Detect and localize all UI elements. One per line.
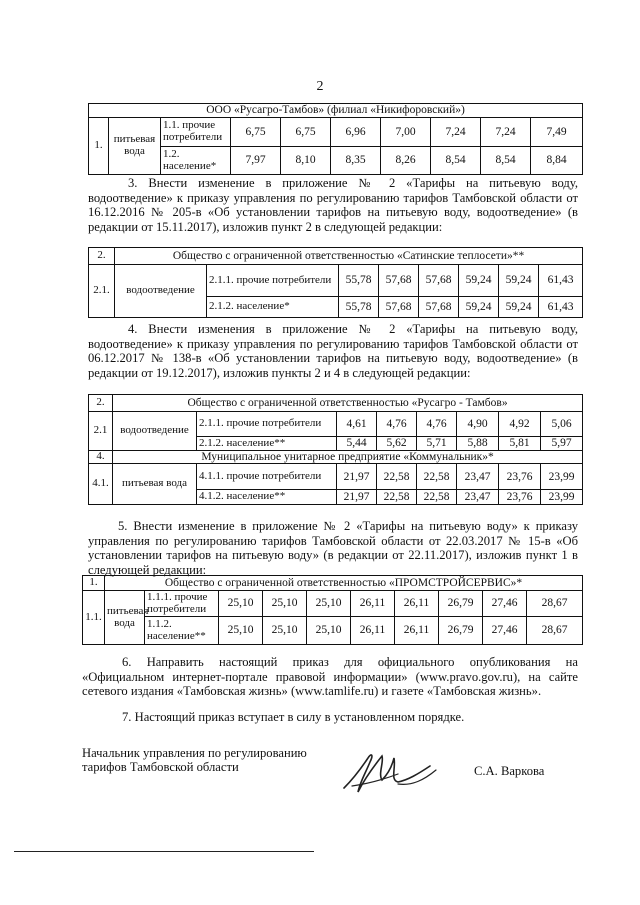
tariff-table-4: [82, 575, 583, 645]
tariff-value: 5,81: [499, 437, 541, 451]
tariff-value: 8,10: [281, 147, 331, 175]
tariff-value: 4,61: [337, 412, 377, 437]
table-header: Муниципальное унитарное предприятие «Коммунальник»*: [113, 451, 583, 464]
signatory-title: [82, 746, 307, 774]
tariff-value: 8,54: [431, 147, 481, 175]
signatory-name: С.А. Варкова: [474, 764, 545, 778]
consumer-label: 4.1.1. прочие потребители: [197, 464, 337, 490]
tariff-value: 7,00: [381, 118, 431, 147]
tariff-value: 7,49: [531, 118, 583, 147]
sub-index: 1.1.: [83, 591, 105, 645]
tariff-value: 8,84: [531, 147, 583, 175]
paragraph-5: 5. Внести изменение в приложение № 2 «Тарифы на питьевую воду» к приказу управления по регулированию тарифов Тамбовской области от 22.03.2017 № 15-в «Об установлении тарифов на питьевую воду» (в редакции от 22.11.2017), изложив пункт 1 в следующей редакции:: [88, 519, 578, 577]
tariff-value: 5,71: [417, 437, 457, 451]
tariff-value: 61,43: [539, 265, 583, 297]
tariff-value: 7,24: [481, 118, 531, 147]
tariff-value: 4,76: [377, 412, 417, 437]
consumer-label: 2.1.1. прочие потребители: [197, 412, 337, 437]
tariff-value: 25,10: [219, 591, 263, 617]
tariff-value: 5,44: [337, 437, 377, 451]
tariff-value: 23,47: [457, 464, 499, 490]
sub-index: 2.1.: [89, 265, 115, 318]
tariff-value: 26,79: [439, 617, 483, 645]
table-row: [89, 265, 583, 297]
tariff-value: 23,99: [541, 464, 583, 490]
tariff-value: 4,76: [417, 412, 457, 437]
tariff-value: 26,11: [351, 617, 395, 645]
tariff-value: 61,43: [539, 297, 583, 318]
tariff-value: 21,97: [337, 490, 377, 505]
table-row: [83, 591, 583, 617]
row-index: 2.: [89, 248, 115, 265]
tariff-value: 22,58: [417, 490, 457, 505]
paragraph-4: 4. Внести изменения в приложение № 2 «Тарифы на питьевую воду, водоотведение» к приказу управления по регулированию тарифов Тамбовской области от 06.12.2017 № 138-в «Об установлении тарифов на питьевую воду, водоотведение» (в редакции от 19.12.2017), изложив пункты 2 и 4 в следующей редакции:: [88, 322, 578, 380]
tariff-value: 21,97: [337, 464, 377, 490]
tariff-value: 4,90: [457, 412, 499, 437]
tariff-value: 5,88: [457, 437, 499, 451]
consumer-label: 1.1.1. прочие потребители: [145, 591, 219, 617]
tariff-value: 26,11: [395, 617, 439, 645]
tariff-value: 23,99: [541, 490, 583, 505]
tariff-value: 57,68: [379, 265, 419, 297]
tariff-value: 25,10: [307, 591, 351, 617]
handwritten-signature: [338, 740, 448, 800]
service-name: питьевая вода: [109, 118, 161, 175]
row-index: 1.: [89, 118, 109, 175]
table-row: [89, 464, 583, 490]
consumer-label: 2.1.2. население*: [207, 297, 339, 318]
row-index: 4.: [89, 451, 113, 464]
row-index: 1.: [83, 576, 105, 591]
tariff-value: 7,24: [431, 118, 481, 147]
tariff-value: 6,75: [281, 118, 331, 147]
tariff-value: 27,46: [483, 591, 527, 617]
consumer-label: 2.1.1. прочие потребители: [207, 265, 339, 297]
table-header: Общество с ограниченной ответственностью «Сатинские теплосети»**: [115, 248, 583, 265]
tariff-value: 25,10: [263, 617, 307, 645]
consumer-label: 1.2. население*: [161, 147, 231, 175]
tariff-value: 23,76: [499, 490, 541, 505]
tariff-value: 22,58: [417, 464, 457, 490]
tariff-value: 5,62: [377, 437, 417, 451]
tariff-value: 6,75: [231, 118, 281, 147]
tariff-value: 25,10: [219, 617, 263, 645]
tariff-value: 59,24: [459, 265, 499, 297]
consumer-label: 4.1.2. население**: [197, 490, 337, 505]
tariff-value: 5,97: [541, 437, 583, 451]
tariff-value: 59,24: [499, 297, 539, 318]
tariff-value: 26,79: [439, 591, 483, 617]
paragraph-3: 3. Внести изменение в приложение № 2 «Тарифы на питьевую воду, водоотведение» к приказу управления по регулированию тарифов Тамбовской области от 16.12.2016 № 205-в «Об установлении тарифов на питьевую воду, водоотведение» (в редакции от 15.11.2017), изложив пункт 2 в следующей редакции:: [88, 176, 578, 234]
consumer-label: 1.1.2. население**: [145, 617, 219, 645]
tariff-value: 55,78: [339, 265, 379, 297]
tariff-value: 26,11: [395, 591, 439, 617]
tariff-value: 22,58: [377, 464, 417, 490]
tariff-value: 55,78: [339, 297, 379, 318]
tariff-value: 8,35: [331, 147, 381, 175]
tariff-value: 23,76: [499, 464, 541, 490]
tariff-value: 59,24: [459, 297, 499, 318]
tariff-value: 57,68: [419, 265, 459, 297]
tariff-value: 59,24: [499, 265, 539, 297]
tariff-value: 23,47: [457, 490, 499, 505]
service-name: питьевая вода: [105, 591, 145, 645]
tariff-value: 28,67: [527, 617, 583, 645]
paragraph-6: 6. Направить настоящий приказ для официального опубликования на «Официальном интернет-портале правовой информации» (www.pravo.gov.ru), на сайте сетевого издания «Тамбовская жизнь» (www.tamlife.ru) и газете «Тамбовская жизнь».: [82, 655, 578, 699]
tariff-value: 57,68: [419, 297, 459, 318]
tariff-table-1: [88, 103, 583, 175]
tariff-table-2: [88, 247, 583, 318]
row-index: 2.: [89, 395, 113, 412]
table-row: [89, 118, 583, 147]
footer-divider: [14, 851, 314, 852]
table-header: Общество с ограниченной ответственностью «ПРОМСТРОЙСЕРВИС»*: [105, 576, 583, 591]
tariff-value: 25,10: [263, 591, 307, 617]
tariff-table-3: [88, 394, 583, 505]
tariff-value: 5,06: [541, 412, 583, 437]
page-number: 2: [316, 79, 324, 94]
tariff-value: 57,68: [379, 297, 419, 318]
paragraph-7: 7. Настоящий приказ вступает в силу в установленном порядке.: [122, 710, 465, 724]
table-row: [83, 617, 583, 645]
sub-index: 2.1: [89, 412, 113, 451]
tariff-value: 25,10: [307, 617, 351, 645]
tariff-value: 6,96: [331, 118, 381, 147]
signatory-title-line-2: тарифов Тамбовской области: [82, 760, 239, 774]
service-name: водоотведение: [115, 265, 207, 318]
consumer-label: 2.1.2. население**: [197, 437, 337, 451]
service-name: питьевая вода: [113, 464, 197, 505]
table-header: Общество с ограниченной ответственностью «Русагро - Тамбов»: [113, 395, 583, 412]
tariff-value: 28,67: [527, 591, 583, 617]
table-row: [89, 412, 583, 437]
sub-index: 4.1.: [89, 464, 113, 505]
service-name: водоотведение: [113, 412, 197, 451]
table-row: [89, 147, 583, 175]
tariff-value: 7,97: [231, 147, 281, 175]
tariff-value: 8,26: [381, 147, 431, 175]
table-header: ООО «Русагро-Тамбов» (филиал «Никифоровский»): [89, 104, 583, 118]
tariff-value: 27,46: [483, 617, 527, 645]
tariff-value: 8,54: [481, 147, 531, 175]
signatory-title-line-1: Начальник управления по регулированию: [82, 746, 307, 760]
tariff-value: 26,11: [351, 591, 395, 617]
tariff-value: 4,92: [499, 412, 541, 437]
consumer-label: 1.1. прочие потребители: [161, 118, 231, 147]
tariff-value: 22,58: [377, 490, 417, 505]
